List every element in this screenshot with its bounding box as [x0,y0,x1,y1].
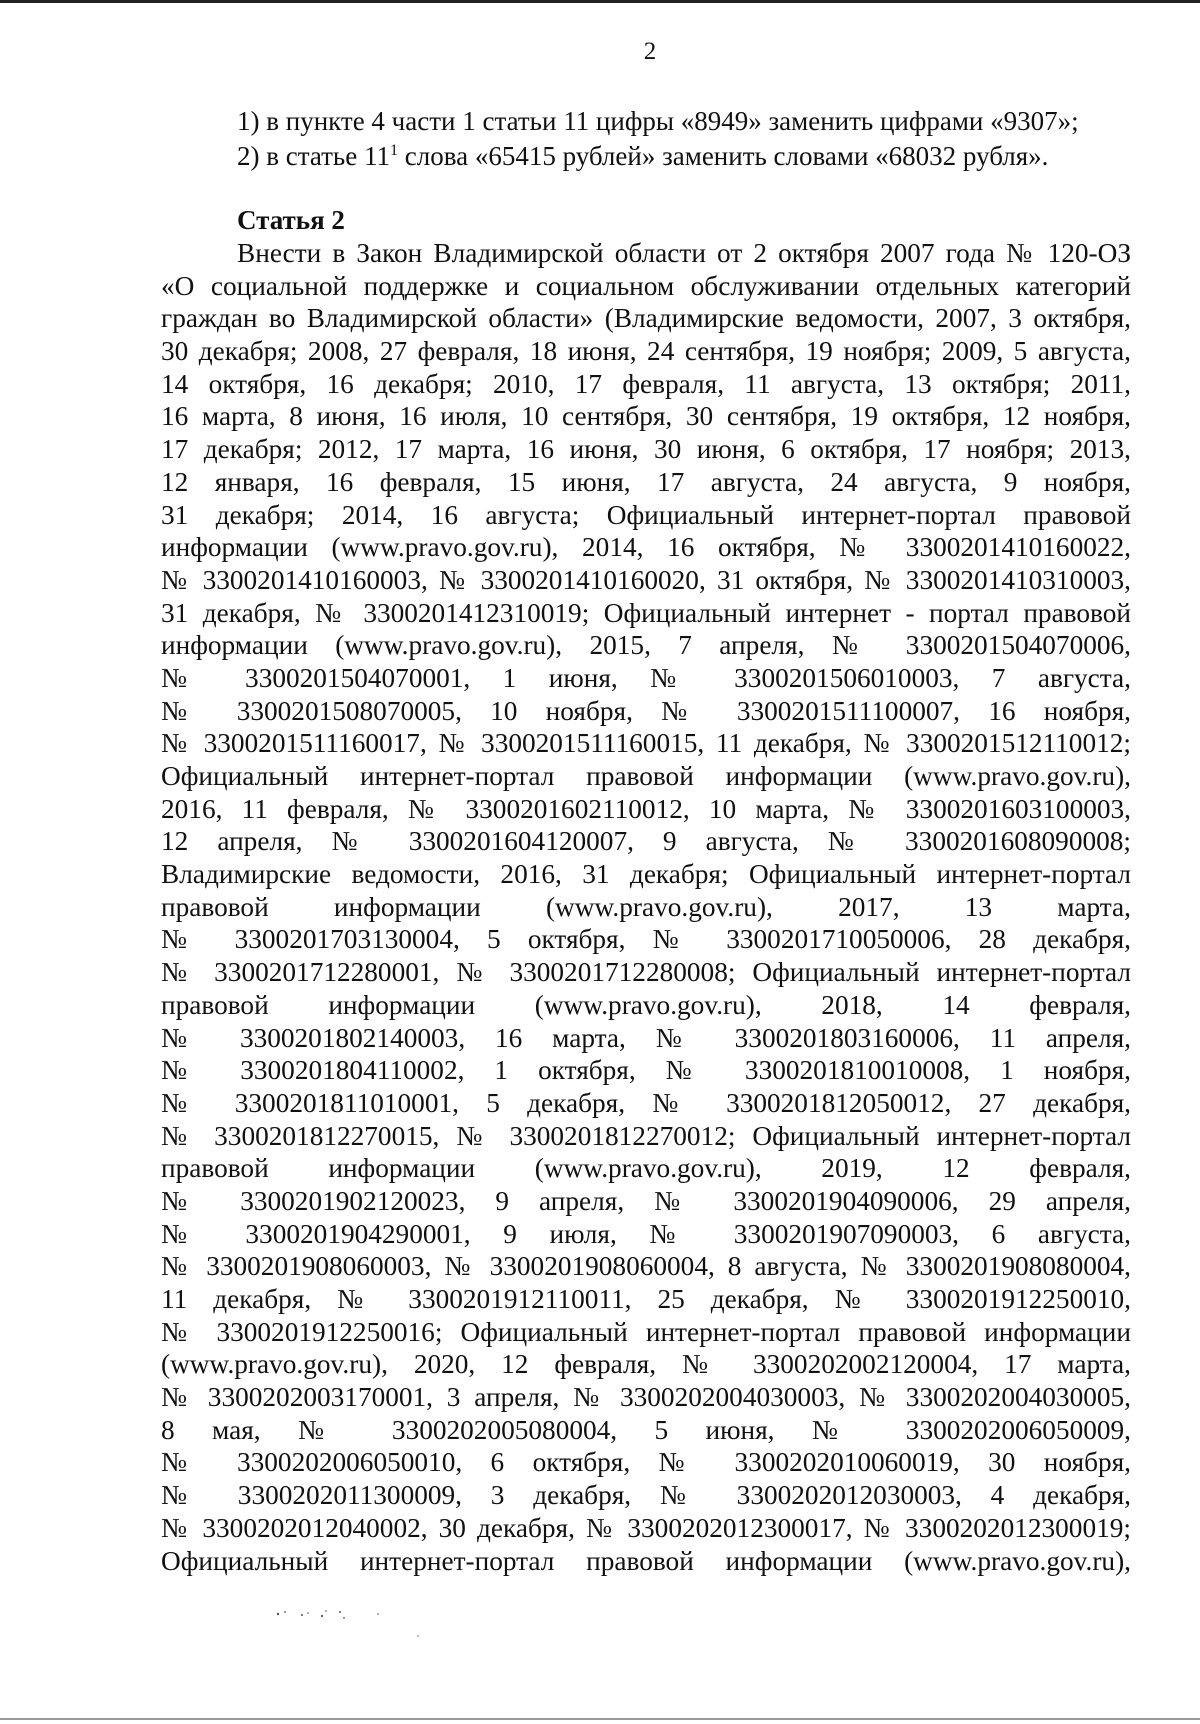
article-body-line: № 3300201812270015, № 3300201812270012; Официальный интернет-портал [161,1120,1131,1151]
article-body [161,237,1131,1577]
page-number: 2 [643,38,657,65]
article-body-line: 17 декабря; 2012, 17 марта, 16 июня, 30 июня, 6 октября, 17 ноября; 2013, [161,434,1131,465]
article-body-line: № 3300202003170001, 3 апреля, № 3300202004030003, № 3300202004030005, [161,1382,1131,1413]
article-body-line: № 3300201508070005, 10 ноября, № 3300201511100007, 16 ноября, [161,695,1131,726]
article-body-line: № 3300201912250016; Официальный интернет-портал правовой информации [161,1316,1131,1347]
article-body-line: № 3300201712280001, № 3300201712280008; Официальный интернет-портал [161,957,1131,988]
amendment-item-2-prefix: 2) в статье 11 [237,141,390,171]
article-body-line: № 3300201504070001, 1 июня, № 3300201506010003, 7 августа, [161,662,1131,693]
article-body-line: 14 октября, 16 декабря; 2010, 17 февраля, 11 августа, 13 октября; 2011, [161,368,1131,399]
article-body-line: № 3300201804110002, 1 октября, № 3300201810010008, 1 ноября, [161,1055,1131,1086]
article-body-line: № 3300201802140003, 16 марта, № 3300201803160006, 11 апреля, [161,1022,1131,1053]
article-body-line: № 3300201410160003, № 3300201410160020, 31 октября, № 3300201410310003, [161,564,1131,595]
article-body-line: № 3300201908060003, № 3300201908060004, 8 августа, № 3300201908080004, [161,1251,1131,1282]
article-body-line: № 3300202006050010, 6 октября, № 3300202010060019, 30 ноября, [161,1447,1131,1478]
article-body-line: 8 мая, № 3300202005080004, 5 июня, № 3300202006050009, [161,1414,1131,1445]
article-body-line: 31 декабря, № 3300201412310019; Официальный интернет - портал правовой [161,597,1131,628]
article-body-line: № 3300201904290001, 9 июля, № 3300201907090003, 6 августа, [161,1218,1131,1249]
article-body-line: правовой информации (www.pravo.gov.ru), 2019, 12 февраля, [161,1153,1131,1184]
amendment-list [237,104,1137,174]
amendment-item-1: 1) в пункте 4 части 1 статьи 11 цифры «8949» заменить цифрами «9307»; [237,106,1079,136]
article-body-line: № 3300201902120023, 9 апреля, № 3300201904090006, 29 апреля, [161,1185,1131,1216]
article-body-line: Внести в Закон Владимирской области от 2 октября 2007 года № 120-ОЗ [237,238,1131,268]
article-body-line: информации (www.pravo.gov.ru), 2015, 7 апреля, № 3300201504070006, [161,630,1131,661]
article-body-line: № 3300202012040002, 30 декабря, № 3300202012300017, № 3300202012300019; [161,1512,1131,1543]
article-body-line: Официальный интернет-портал правовой информации (www.pravo.gov.ru), [161,761,1131,791]
article-body-line: № 3300202011300009, 3 декабря, № 3300202012030003, 4 декабря, [161,1480,1131,1511]
article-body-line: (www.pravo.gov.ru), 2020, 12 февраля, № 3300202002120004, 17 марта, [161,1349,1131,1380]
article-body-line: 30 декабря; 2008, 27 февраля, 18 июня, 24 сентября, 19 ноября; 2009, 5 августа, [161,336,1131,367]
article-body-line: 11 декабря, № 3300201912110011, 25 декабря, № 3300201912250010, [161,1284,1131,1314]
article-body-line: 16 марта, 8 июня, 16 июля, 10 сентября, 30 сентября, 19 октября, 12 ноября, [161,401,1131,432]
article-body-line: 12 января, 16 февраля, 15 июня, 17 августа, 24 августа, 9 ноября, [161,466,1131,497]
article-body-line: 2016, 11 февраля, № 3300201602110012, 10 марта, № 3300201603100003, [161,793,1131,824]
article-body-line: граждан во Владимирской области» (Владимирские ведомости, 2007, 3 октября, [161,303,1131,334]
article-body-line: «О социальной поддержке и социальном обслуживании отдельных категорий [161,270,1131,301]
amendment-item-2 [237,139,1137,174]
scan-specks [270,1600,430,1640]
article-body-line: правовой информации (www.pravo.gov.ru), 2017, 13 марта, [161,891,1131,922]
article-heading: Статья 2 [237,205,345,235]
page-top-edge [0,0,1200,3]
article-body-line: Владимирские ведомости, 2016, 31 декабря; Официальный интернет-портал [161,859,1131,890]
article-body-line: информации (www.pravo.gov.ru), 2014, 16 октября, № 3300201410160022, [161,532,1131,563]
article-body-line: 12 апреля, № 3300201604120007, 9 августа, № 3300201608090008; [161,826,1131,857]
page-bottom-edge [0,1718,1200,1720]
amendment-item-2-superscript: 1 [389,142,398,159]
article-body-line: № 3300201703130004, 5 октября, № 3300201710050006, 28 декабря, [161,924,1131,955]
article-body-line: Официальный интернет-портал правовой информации (www.pravo.gov.ru), [161,1545,1131,1576]
article-body-line: правовой информации (www.pravo.gov.ru), 2018, 14 февраля, [161,989,1131,1020]
article-body-line: 31 декабря; 2014, 16 августа; Официальный интернет-портал правовой [161,499,1131,530]
article-body-line: № 3300201511160017, № 3300201511160015, 11 декабря, № 3300201512110012; [161,728,1131,759]
amendment-item-2-suffix: слова «65415 рублей» заменить словами «68032 рубля». [397,141,1049,171]
article-body-line: № 3300201811010001, 5 декабря, № 3300201812050012, 27 декабря, [161,1087,1131,1118]
